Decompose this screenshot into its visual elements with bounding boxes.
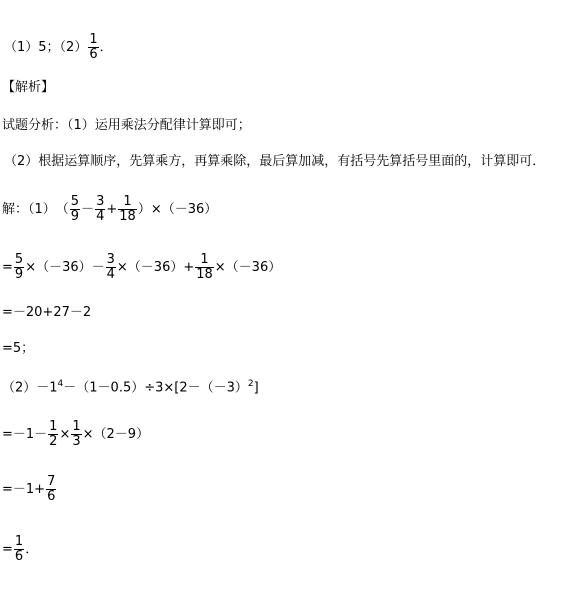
answer-line: （1）5；（2） $\frac{1}{6}$ ． (4, 32, 113, 62)
fraction: $\frac{1}{18}$ (119, 194, 136, 224)
solution-2-line-2: =－1－ $\frac{1}{2}$ × $\frac{1}{3}$ ×（2－9） (2, 419, 150, 449)
exponent: 4 (57, 379, 64, 389)
exponent: 2 (247, 379, 254, 389)
analysis-line-1: 试题分析：（1）运用乘法分配律计算即可； (2, 118, 251, 133)
analysis-heading: 【解析】 (2, 80, 55, 95)
solution-2-line-4: = $\frac{1}{6}$ ． (2, 534, 39, 564)
fraction: $\frac{3}{4}$ (96, 194, 105, 224)
solution-1-line-2: = $\frac{5}{9}$ ×（－36）－ $\frac{3}{4}$ ×（－36）+ $\frac{1}{18}$ ×（－36） (2, 252, 282, 282)
solution-2-line-3: =－1+ $\frac{7}{6}$ (2, 474, 56, 504)
fraction: $\frac{1}{6}$ (14, 534, 24, 564)
fraction: $\frac{7}{6}$ (47, 474, 56, 504)
fraction: $\frac{1}{18}$ (196, 252, 213, 282)
fraction: $\frac{1}{6}$ (89, 32, 98, 62)
solution-1-line-4: =5； (2, 341, 35, 356)
fraction: $\frac{5}{9}$ (70, 194, 80, 224)
solution-2-line-1: $(2)-1^4-(1-0.5)\div 3\times[2-(-3)^2]$ (2, 379, 259, 396)
fraction: $\frac{1}{3}$ (72, 419, 81, 449)
fraction: $\frac{1}{2}$ (49, 419, 58, 449)
fraction: $\frac{5}{9}$ (14, 252, 24, 282)
solution-1-line-1: 解：（1） （ $\frac{5}{9}$ － $\frac{3}{4}$ + $\frac{1}{18}$ ）×（－36） (2, 194, 218, 224)
solution-1-line-3: =－20+27－2 (2, 305, 92, 320)
fraction: $\frac{3}{4}$ (106, 252, 115, 282)
analysis-line-2: （2）根据运算顺序，先算乘方，再算乘除，最后算加减，有括号先算括号里面的，计算即可． (4, 154, 546, 169)
answer-text: （1）5；（2） (4, 40, 88, 55)
